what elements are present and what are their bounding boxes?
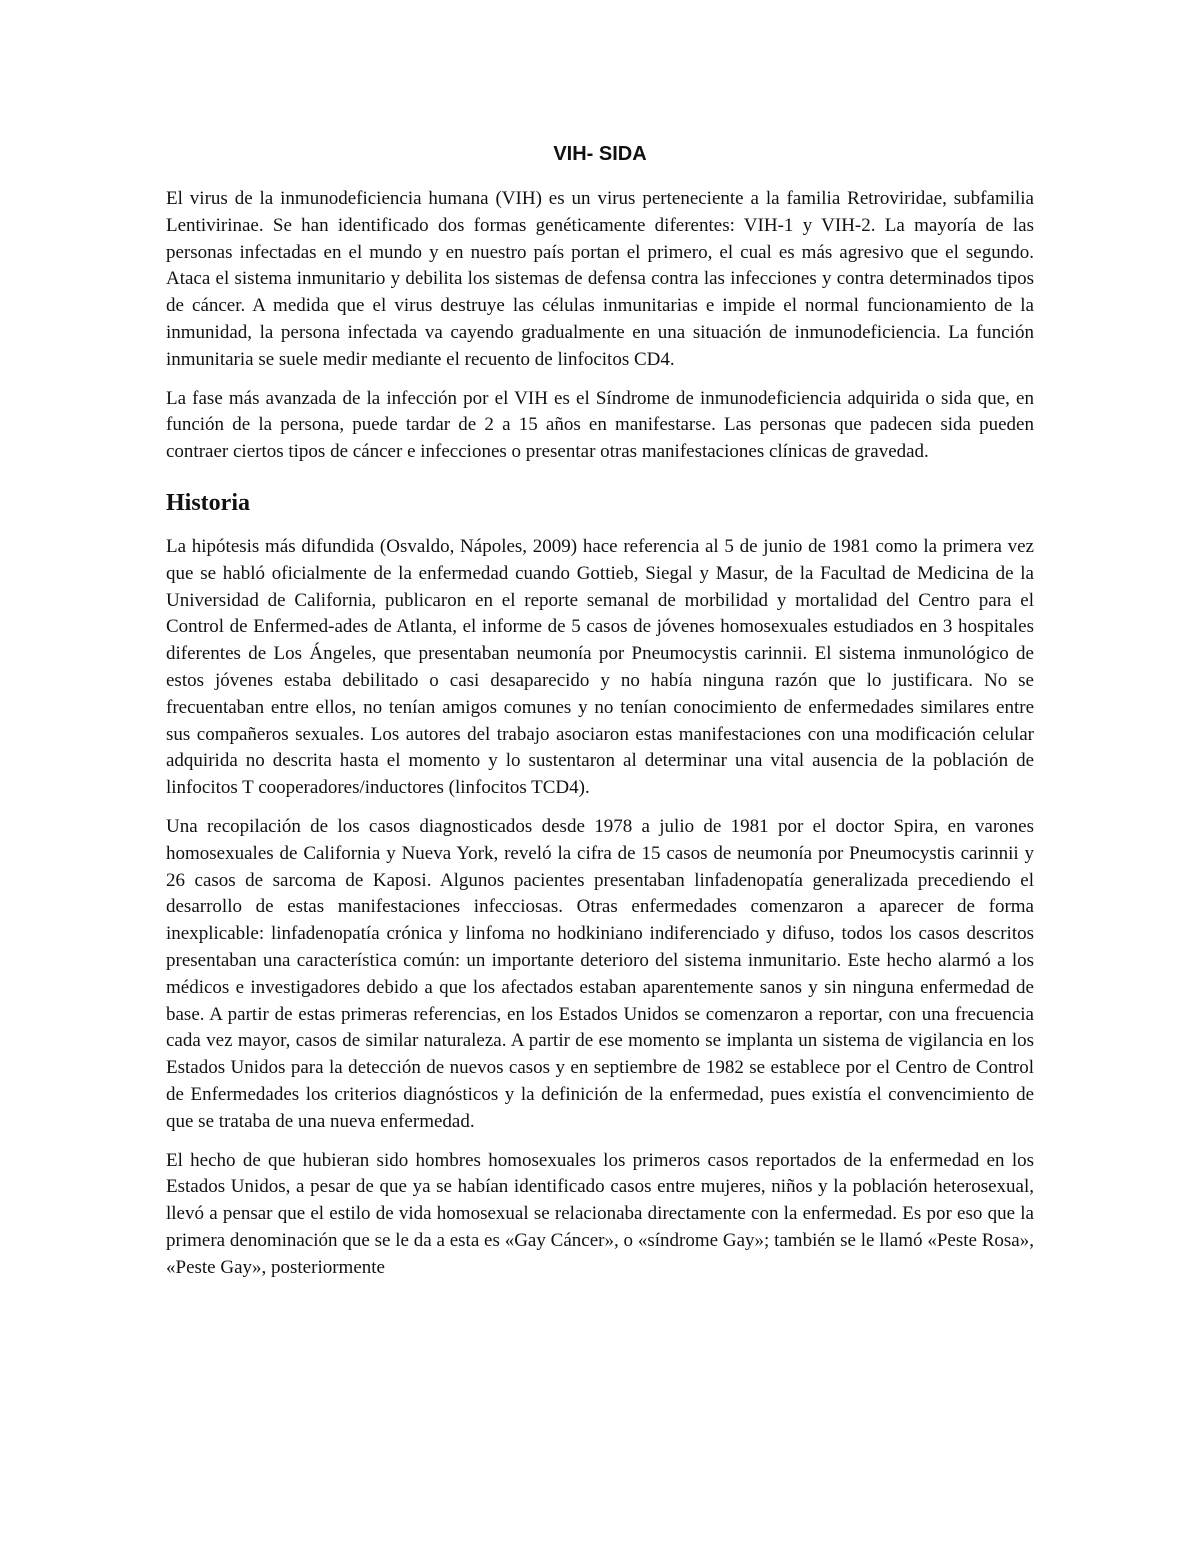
document-body — [166, 140, 1034, 1293]
document-title: VIH- SIDA — [553, 143, 647, 165]
intro-paragraph-1: El virus de la inmunodeficiencia humana (VIH) es un virus perteneciente a la familia Retroviridae, subfamilia Lentivirinae. Se han identificado dos formas genéticamente diferentes: VIH-1 y VIH-2. La mayoría de las personas infectadas en el mundo y en nuestro país portan el primero, el cual es más agresivo que el segundo. Ataca el sistema inmunitario y debilita los sistemas de defensa contra las infecciones y contra determinados tipos de cáncer. A medida que el virus destruye las células inmunitarias e impide el normal funcionamiento de la inmunidad, la persona infectada va cayendo gradualmente en una situación de inmunodeficiencia. La función inmunitaria se suele medir mediante el recuento de linfocitos CD4. — [166, 188, 1034, 370]
section-heading-historia: Historia — [166, 489, 250, 516]
history-paragraph-2: Una recopilación de los casos diagnosticados desde 1978 a julio de 1981 por el doctor Spira, en varones homosexuales de California y Nueva York, reveló la cifra de 15 casos de neumonía por Pneumocystis carinnii y 26 casos de sarcoma de Kaposi. Algunos pacientes presentaban linfadenopatía generalizada precediendo el desarrollo de estas manifestaciones infecciosas. Otras enfermedades comenzaron a aparecer de forma inexplicable: linfadenopatía crónica y linfoma no hodkiniano indiferenciado y difuso, todos los casos descritos presentaban una característica común: un importante deterioro del sistema inmunitario. Este hecho alarmó a los médicos e investigadores debido a que los afectados estaban aparentemente sanos y sin ninguna enfermedad de base. A partir de estas primeras referencias, en los Estados Unidos se comenzaron a reportar, con una frecuencia cada vez mayor, casos de similar naturaleza. A partir de ese momento se implanta un sistema de vigilancia en los Estados Unidos para la detección de nuevos casos y en septiembre de 1982 se establece por el Centro de Control de Enfermedades los criterios diagnósticos y la definición de la enfermedad, pues existía el convencimiento de que se trataba de una nueva enfermedad. — [166, 815, 1034, 1132]
history-paragraph-3: El hecho de que hubieran sido hombres homosexuales los primeros casos reportados de la enfermedad en los Estados Unidos, a pesar de que ya se habían identificado casos entre mujeres, niños y la población heterosexual, llevó a pensar que el estilo de vida homosexual se relacionaba directamente con la enfermedad. Es por eso que la primera denominación que se le da a esta es «Gay Cáncer», o «síndrome Gay»; también se le llamó «Peste Rosa», «Peste Gay», posteriormente — [166, 1149, 1034, 1278]
history-paragraph-1: La hipótesis más difundida (Osvaldo, Nápoles, 2009) hace referencia al 5 de junio de 1981 como la primera vez que se habló oficialmente de la enfermedad cuando Gottieb, Siegal y Masur, de la Facultad de Medicina de la Universidad de California, publicaron en el reporte semanal de morbilidad y mortalidad del Centro para el Control de Enfermed-ades de Atlanta, el informe de 5 casos de jóvenes homosexuales estudiados en 3 hospitales diferentes de Los Ángeles, que presentaban neumonía por Pneumocystis carinnii. El sistema inmunológico de estos jóvenes estaba debilitado o casi desaparecido y no había ninguna razón que lo justificara. No se frecuentaban entre ellos, no tenían amigos comunes y no tenían conocimiento de enfermedades similares entre sus compañeros sexuales. Los autores del trabajo asociaron estas manifestaciones con una modificación celular adquirida no descrita hasta el momento y lo sustentaron al determinar una vital ausencia de la población de linfocitos T cooperadores/inductores (linfocitos TCD4). — [166, 535, 1034, 799]
intro-paragraph-2: La fase más avanzada de la infección por el VIH es el Síndrome de inmunodeficiencia adquirida o sida que, en función de la persona, puede tardar de 2 a 15 años en manifestarse. Las personas que padecen sida pueden contraer ciertos tipos de cáncer e infecciones o presentar otras manifestaciones clínicas de gravedad. — [166, 387, 1034, 463]
